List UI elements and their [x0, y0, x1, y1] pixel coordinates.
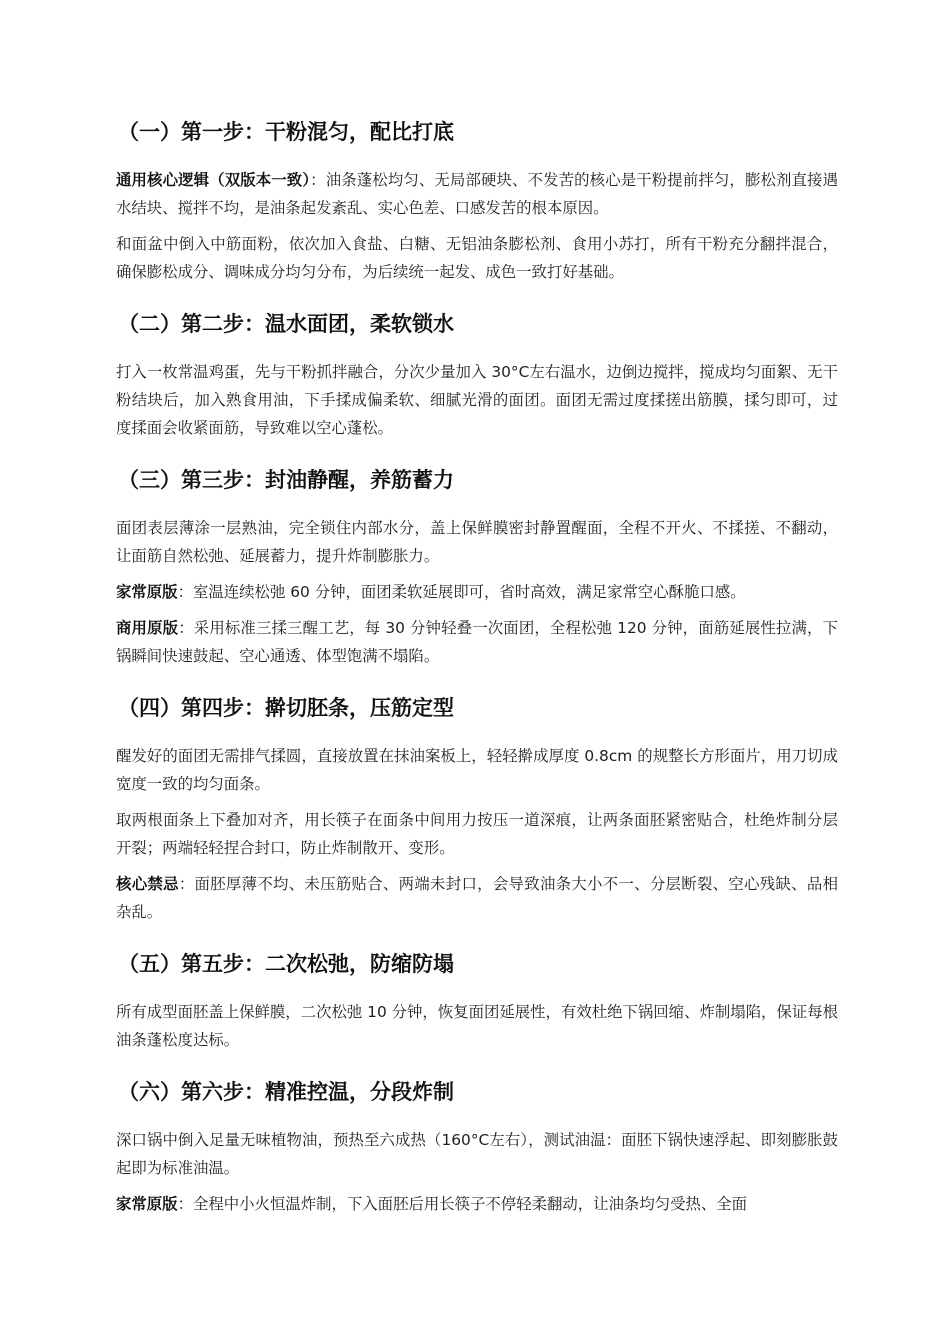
paragraph: 面团表层薄涂一层熟油，完全锁住内部水分，盖上保鲜膜密封静置醒面，全程不开火、不揉搓、不翻动，让面筋自然松弛、延展蓄力，提升炸制膨胀力。: [116, 519, 838, 565]
paragraph-label: 家常原版: [116, 583, 178, 601]
label-separator: ：: [310, 171, 326, 189]
paragraph: [116, 870, 838, 926]
paragraph-text: 全程中小火恒温炸制，下入面胚后用长筷子不停轻柔翻动，让油条均匀受热、全面: [192, 1195, 748, 1213]
label-separator: ：: [178, 619, 194, 637]
paragraph-text: 室温连续松弛 60 分钟，面团柔软延展即可，省时高效，满足家常空心酥脆口感。: [192, 583, 746, 601]
section-step-3: [116, 460, 838, 670]
section-heading: （一）第一步：干粉混匀，配比打底: [118, 120, 454, 144]
section-step-5: [116, 944, 838, 1054]
section-heading: （四）第四步：擀切胚条，压筋定型: [118, 696, 454, 720]
section-heading: （二）第二步：温水面团，柔软锁水: [118, 312, 454, 336]
paragraph: 醒发好的面团无需排气揉圆，直接放置在抹油案板上，轻轻擀成厚度 0.8cm 的规整长方形面片，用刀切成宽度一致的均匀面条。: [116, 747, 838, 793]
paragraph-text: 油条蓬松均匀、无局部硬块、不发苦的核心是干粉提前拌匀，膨松剂直接遇水结块、搅拌不均，是油条起发紊乱、实心色差、口感发苦的根本原因。: [116, 171, 838, 217]
section-step-6: [116, 1072, 838, 1218]
paragraph-text: 采用标准三揉三醒工艺，每 30 分钟轻叠一次面团，全程松弛 120 分钟，面筋延展性拉满，下锅瞬间快速鼓起、空心通透、体型饱满不塌陷。: [116, 619, 838, 665]
section-heading: （六）第六步：精准控温，分段炸制: [118, 1080, 454, 1104]
section-heading: （五）第五步：二次松弛，防缩防塌: [118, 952, 454, 976]
paragraph: 深口锅中倒入足量无味植物油，预热至六成热（160°C左右），测试油温：面胚下锅快速浮起、即刻膨胀鼓起即为标准油温。: [116, 1131, 838, 1177]
section-heading: （三）第三步：封油静醒，养筋蓄力: [118, 468, 454, 492]
paragraph: 取两根面条上下叠加对齐，用长筷子在面条中间用力按压一道深痕，让两条面胚紧密贴合，杜绝炸制分层开裂；两端轻轻捏合封口，防止炸制散开、变形。: [116, 811, 838, 857]
paragraph: 打入一枚常温鸡蛋，先与干粉抓拌融合，分次少量加入 30°C左右温水，边倒边搅拌，搅成均匀面絮、无干粉结块后，加入熟食用油，下手揉成偏柔软、细腻光滑的面团。面团无需过度揉搓出筋膜，揉匀即可，过度揉面会收紧面筋，导致难以空心蓬松。: [116, 363, 838, 437]
paragraph: [116, 614, 838, 670]
paragraph-label: 核心禁忌: [116, 875, 179, 893]
paragraph-label: 通用核心逻辑（双版本一致）: [116, 171, 311, 189]
label-separator: ：: [178, 875, 195, 893]
section-step-4: [116, 688, 838, 926]
paragraph: 和面盆中倒入中筋面粉，依次加入食盐、白糖、无铝油条膨松剂、食用小苏打，所有干粉充分翻拌混合，确保膨松成分、调味成分均匀分布，为后续统一起发、成色一致打好基础。: [116, 235, 838, 281]
paragraph: [116, 578, 838, 606]
label-separator: ：: [177, 1195, 193, 1213]
section-step-2: [116, 304, 838, 442]
document-page: [116, 112, 838, 1226]
paragraph-label: 商用原版: [116, 619, 179, 637]
paragraph: [116, 1190, 838, 1218]
section-step-1: [116, 112, 838, 286]
label-separator: ：: [177, 583, 193, 601]
paragraph-label: 家常原版: [116, 1195, 178, 1213]
paragraph: 所有成型面胚盖上保鲜膜，二次松弛 10 分钟，恢复面团延展性，有效杜绝下锅回缩、炸制塌陷，保证每根油条蓬松度达标。: [116, 1003, 838, 1049]
paragraph-text: 面胚厚薄不均、未压筋贴合、两端未封口，会导致油条大小不一、分层断裂、空心残缺、品相杂乱。: [116, 875, 838, 921]
paragraph: [116, 166, 838, 222]
